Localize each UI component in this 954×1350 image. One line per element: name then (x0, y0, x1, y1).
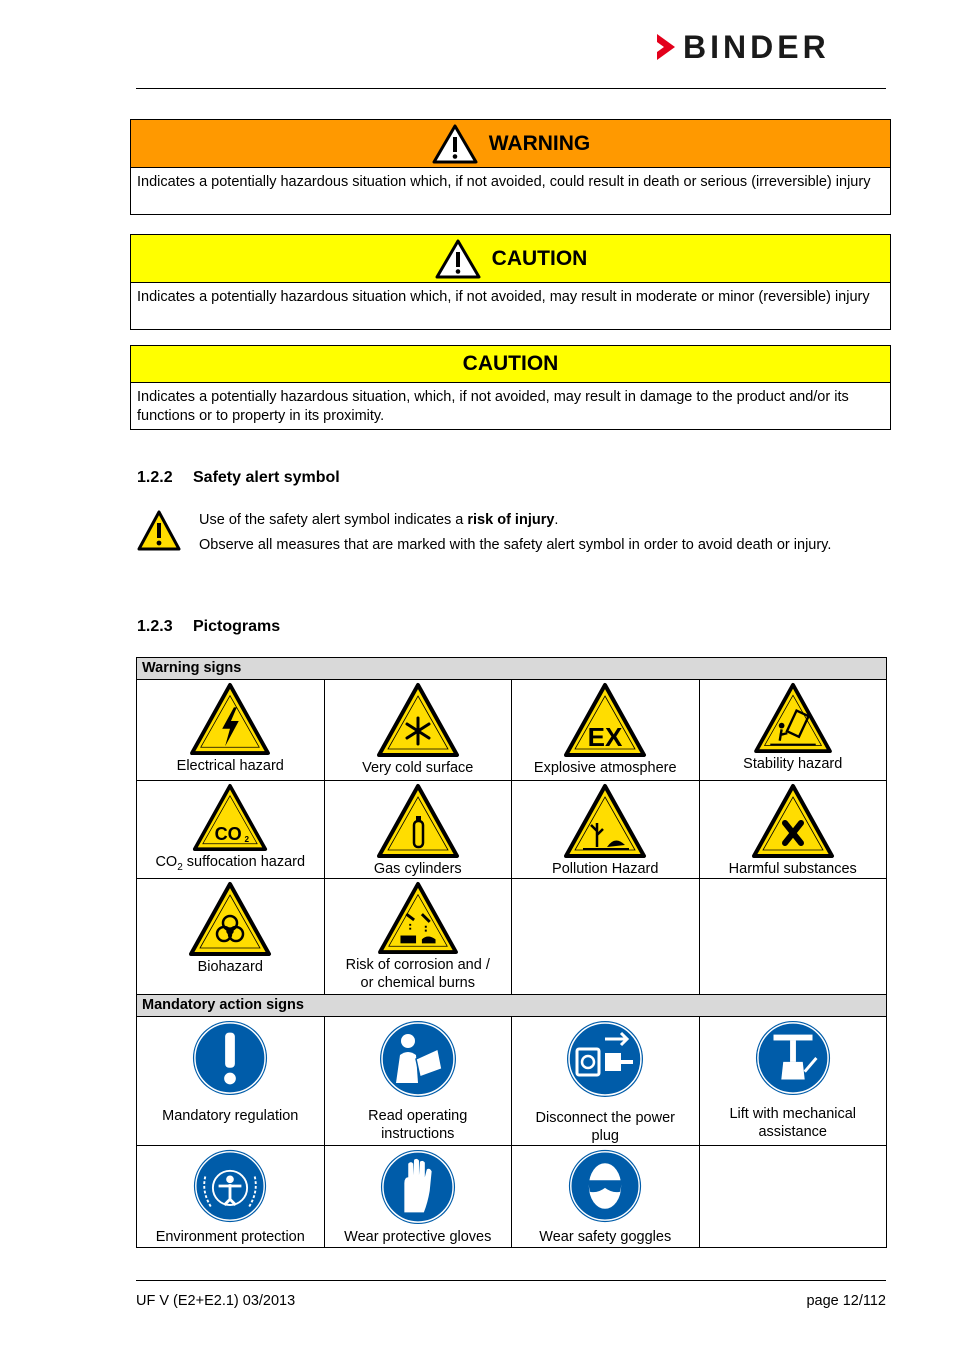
picto-label-line2: assistance (758, 1124, 827, 1140)
picto-cell (137, 781, 325, 879)
caution-word: CAUTION (462, 352, 559, 375)
co2-suffocation-icon (192, 783, 268, 852)
picto-label-line2: instructions (381, 1126, 455, 1142)
picto-label-subscript: 2 (177, 861, 183, 873)
picto-cell (699, 680, 887, 781)
warning-signs-header: Warning signs (137, 658, 887, 680)
picto-label: Disconnect the power (535, 1110, 675, 1126)
picto-cell (137, 879, 325, 995)
picto-label: Mandatory regulation (162, 1108, 299, 1124)
caution-header-property (131, 346, 890, 383)
picto-label-line2: or chemical burns (360, 975, 475, 991)
electrical-hazard-icon (189, 682, 271, 756)
warning-word: WARNING (488, 131, 591, 155)
section-heading-safety-alert (137, 469, 340, 487)
picto-cell (324, 879, 512, 995)
warning-box (130, 119, 891, 215)
pollution-hazard-icon (563, 783, 647, 859)
warning-triangle-icon (434, 238, 482, 280)
picto-cell (699, 781, 887, 879)
caution-header-injury (131, 235, 890, 283)
picto-label: Pollution Hazard (552, 861, 659, 877)
corrosion-icon (377, 881, 459, 955)
disconnect-plug-icon (565, 1019, 645, 1099)
footer-doc-id: UF V (E2+E2.1) 03/2013 (136, 1293, 296, 1309)
mandatory-signs-header: Mandatory action signs (137, 995, 887, 1017)
picto-label-line2: plug (591, 1128, 619, 1144)
svg-text:EX: EX (587, 722, 623, 752)
picto-cell-empty (699, 1146, 887, 1248)
biohazard-icon (188, 881, 272, 957)
picto-cell (324, 781, 512, 879)
protective-gloves-icon (379, 1148, 457, 1226)
safety-goggles-icon (567, 1148, 643, 1224)
environment-protection-icon (192, 1148, 268, 1224)
picto-label: Wear safety goggles (539, 1229, 672, 1245)
picto-label: Environment protection (155, 1229, 305, 1245)
warning-header (131, 120, 890, 168)
picto-label: Gas cylinders (373, 861, 462, 877)
picto-cell (137, 1146, 325, 1248)
binder-logo (655, 30, 830, 64)
caution-box-property (130, 345, 891, 430)
stability-hazard-icon (753, 682, 833, 754)
picto-label (155, 853, 305, 877)
pictogram-table (136, 657, 887, 1248)
picto-cell (324, 680, 512, 781)
brand-name: BINDER (683, 28, 830, 65)
picto-cell (512, 680, 700, 781)
caution-text-property: Indicates a potentially hazardous situation, which, if not avoided, may result in damage to the product and/or its functions or to property in its proximity. (137, 389, 849, 424)
picto-label: Wear protective gloves (344, 1229, 492, 1245)
gas-cylinder-icon (376, 783, 460, 859)
picto-label: Read operating (368, 1108, 468, 1124)
picto-cell (512, 1146, 700, 1248)
picto-label: Harmful substances (728, 861, 857, 877)
alert-line-1-end: . (554, 512, 559, 528)
caution-word: CAUTION (491, 246, 588, 270)
warning-triangle-icon (431, 123, 479, 165)
safety-alert-icon (137, 509, 181, 553)
picto-cell-empty (512, 879, 700, 995)
picto-label-co: CO (155, 854, 178, 870)
picto-cell (512, 1017, 700, 1146)
binder-arrow-icon (655, 32, 677, 62)
section-number: 1.2.2 (137, 469, 173, 486)
caution-text-injury: Indicates a potentially hazardous situation which, if not avoided, may result in moderate or minor (reversible) injury (137, 289, 870, 305)
picto-label-rest: suffocation hazard (182, 854, 306, 870)
harmful-substances-icon (751, 783, 835, 859)
section-title: Safety alert symbol (193, 469, 340, 486)
picto-label: Risk of corrosion and / (345, 957, 490, 973)
mandatory-regulation-icon (191, 1019, 269, 1097)
picto-cell (512, 781, 700, 879)
picto-cell (324, 1146, 512, 1248)
svg-text:2: 2 (244, 834, 250, 844)
alert-line-2: Observe all measures that are marked with the safety alert symbol in order to avoid death or injury. (199, 536, 832, 553)
svg-text:CO: CO (214, 824, 243, 845)
picto-label: Electrical hazard (176, 758, 284, 774)
footer-rule (136, 1280, 886, 1281)
alert-line-1-emphasis: risk of injury (467, 512, 555, 528)
picto-cell (137, 1017, 325, 1146)
read-instructions-icon (378, 1019, 458, 1099)
warning-text: Indicates a potentially hazardous situation which, if not avoided, could result in death or serious (irreversible) injury (137, 174, 871, 190)
picto-cell (137, 680, 325, 781)
section-number: 1.2.3 (137, 618, 173, 635)
alert-line-1 (199, 511, 879, 530)
safety-alert-text (199, 511, 879, 560)
caution-box-injury (130, 234, 891, 330)
alert-line-1-text: Use of the safety alert symbol indicates a (199, 512, 468, 528)
cold-surface-icon (376, 682, 460, 758)
picto-cell (324, 1017, 512, 1146)
footer-page-number: page 12/112 (806, 1293, 886, 1309)
picto-cell (699, 1017, 887, 1146)
picto-label: Biohazard (197, 959, 263, 975)
picto-label: Stability hazard (743, 756, 843, 772)
header-rule (136, 88, 886, 89)
section-heading-pictograms (137, 618, 280, 636)
picto-cell-empty (699, 879, 887, 995)
lift-mechanical-icon (754, 1019, 832, 1097)
picto-label: Lift with mechanical (729, 1106, 857, 1122)
explosive-atmosphere-icon (563, 682, 647, 758)
picto-label: Explosive atmosphere (533, 760, 677, 776)
section-title: Pictograms (193, 618, 281, 635)
picto-label: Very cold surface (362, 760, 474, 776)
